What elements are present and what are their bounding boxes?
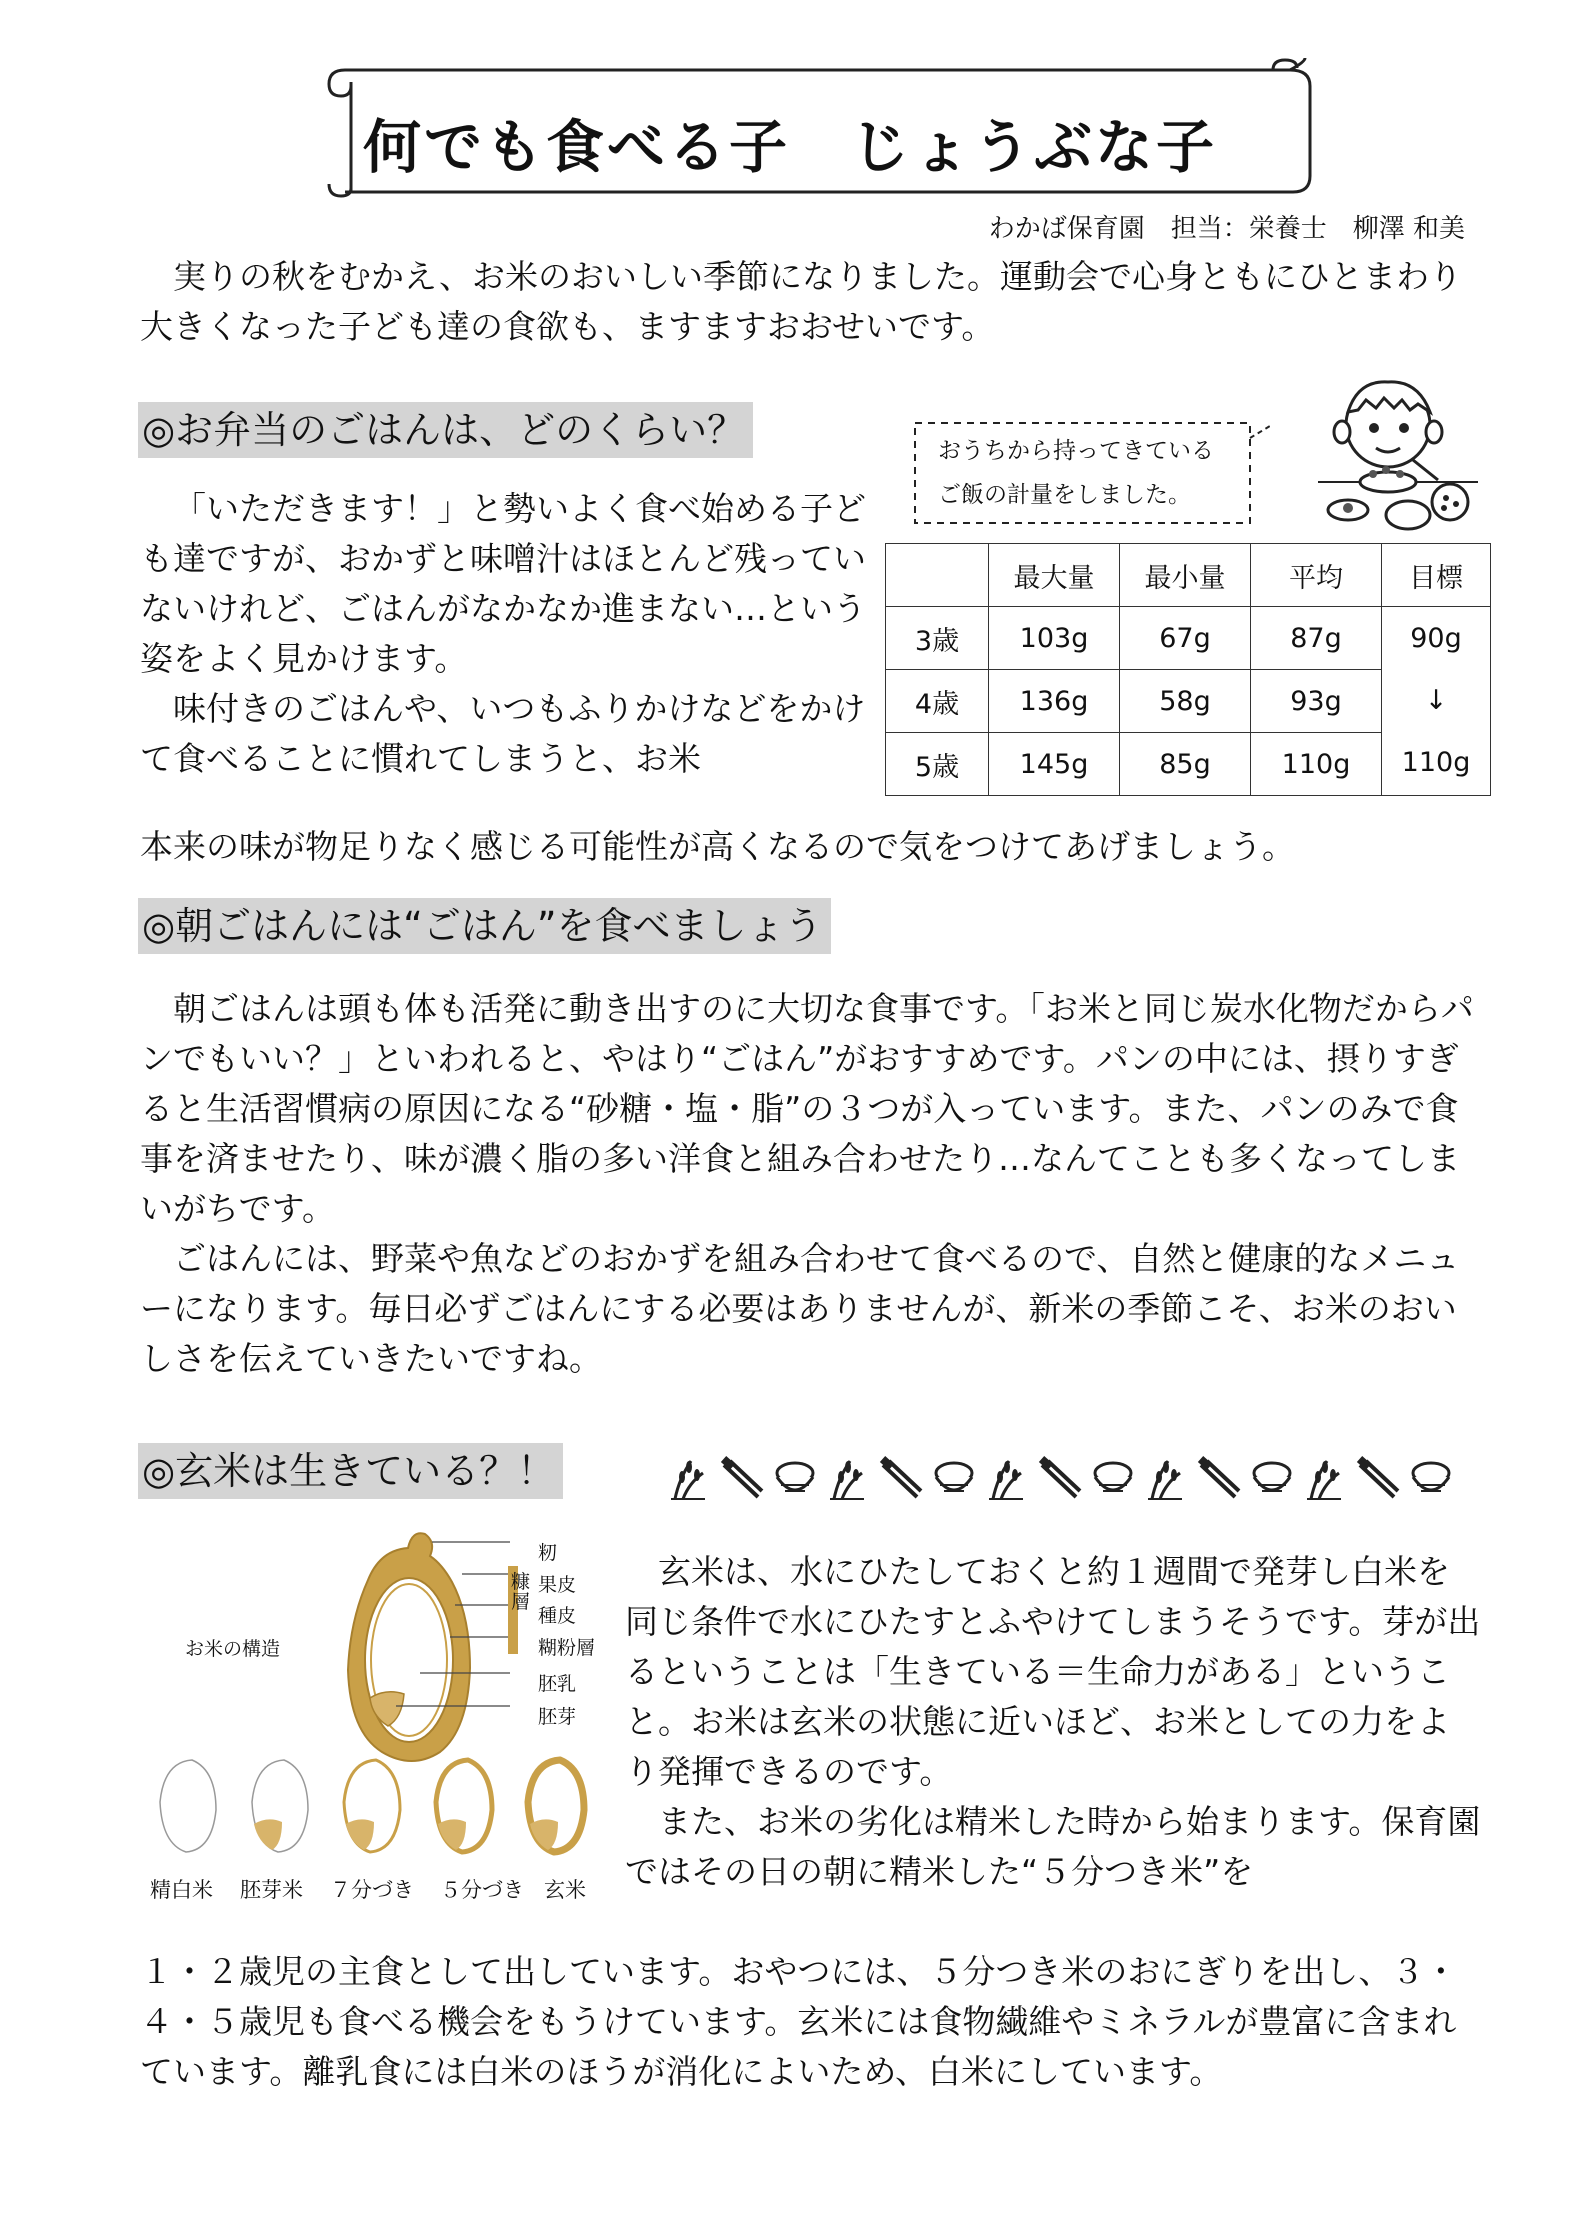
section1-paragraph-2-end: 本来の味が物足りなく感じる可能性が高くなるので気をつけてあげましょう。 [140, 827, 1295, 866]
table-header-cell: 最小量 [1120, 544, 1251, 607]
table-header-cell [886, 544, 989, 607]
layer-label-germ: 胚芽 [538, 1706, 577, 1728]
byline: わかば保育園 担当：栄養士 柳澤 和美 [988, 214, 1465, 244]
table-cell-max: 145g [989, 733, 1120, 796]
section2-body [140, 984, 1480, 1384]
section1-paragraph-1: 「いただきます！」と勢いよく食べ始める子ども達ですが、おかずと味噌汁はほとんど残っていないけれど、ごはんがなかなか進まない…という姿をよく見かけます。 [140, 489, 866, 678]
rice-bowl-icon [1254, 1463, 1290, 1491]
section3-body-right [625, 1547, 1481, 1897]
table-header-cell: 目標 [1382, 544, 1491, 607]
section3-paragraph-1: 玄米は、水にひたしておくと約１週間で発芽し白米を同じ条件で水にひたすとふやけてしまうそうです。芽が出るということは「生きている＝生命力がある」ということ。お米は玄米の状態に近いほど、お米としての力をより発揮できるのです。 [625, 1552, 1481, 1791]
chopsticks-icon [1198, 1456, 1239, 1497]
section-heading-lunch-rice: ◎お弁当のごはんは、どのくらい？ [138, 402, 753, 458]
grain-50-percent [436, 1760, 492, 1852]
rice-plant-icon [989, 1461, 1023, 1499]
section2-paragraph-2: ごはんには、野菜や魚などのおかずを組み合わせて食べるので、自然と健康的なメニューになります。毎日必ずごはんにする必要はありませんが、新米の季節こそ、お米のおいしさを伝えていきたいですね。 [140, 1239, 1460, 1378]
table-header-cell: 最大量 [989, 544, 1120, 607]
grain-caption: 玄米 [544, 1878, 586, 1902]
chopsticks-icon [880, 1456, 921, 1497]
chopsticks-icon [1039, 1456, 1080, 1497]
section-heading-breakfast: ◎朝ごはんには“ごはん”を食べましょう [138, 898, 831, 954]
grain-caption: ５分づき [440, 1878, 524, 1902]
table-cell-min: 58g [1120, 670, 1251, 733]
layer-label-husk: 籾 [538, 1542, 558, 1564]
rice-plant-icon [1148, 1461, 1182, 1499]
table-cell-age: 3歳 [886, 607, 989, 670]
decorative-icon-border [665, 1455, 1465, 1505]
grain-white-rice [160, 1760, 216, 1852]
grain-brown-rice [528, 1760, 584, 1852]
grain-caption: 胚芽米 [240, 1878, 303, 1902]
rice-plant-icon [1307, 1461, 1341, 1499]
page-title: 何でも食べる子 じょうぶな子 [362, 113, 1217, 181]
intro-paragraph: 実りの秋をむかえ、お米のおいしい季節になりました。運動会で心身ともにひとまわり大きくなった子ども達の食欲も、ますますおおせいです。 [140, 257, 1462, 346]
rice-plant-icon [830, 1461, 864, 1499]
table-cell-min: 85g [1120, 733, 1251, 796]
table-header-row [886, 544, 1491, 607]
table-cell-min: 67g [1120, 607, 1251, 670]
table-cell-avg: 110g [1251, 733, 1382, 796]
table-cell-max: 103g [989, 607, 1120, 670]
section2-paragraph-1: 朝ごはんは頭も体も活発に動き出すのに大切な食事です。「お米と同じ炭水化物だからパンでもいい？」といわれると、やはり“ごはん”がおすすめです。パンの中には、摂りすぎると生活習慣病の原因になる“砂糖・塩・脂”の３つが入っています。また、パンのみで食事を済ませたり、味が濃く脂の多い洋食と組み合わせたり…なんてことも多くなってしまいがちです。 [140, 989, 1474, 1228]
table-cell-avg: 87g [1251, 607, 1382, 670]
rice-plant-icon [671, 1461, 705, 1499]
goal-to: 110g [1401, 747, 1471, 778]
table-row [886, 607, 1491, 670]
layer-label-seed-coat: 種皮 [538, 1605, 577, 1627]
note-text-line-2: ご飯の計量をしました。 [938, 482, 1191, 508]
layer-label-pericarp: 果皮 [538, 1574, 577, 1596]
section1-paragraph-2: 味付きのごはんや、いつもふりかけなどをかけて食べることに慣れてしまうと、お米 [140, 689, 866, 778]
table-cell-max: 136g [989, 670, 1120, 733]
layer-label-aleurone: 糊粉層 [538, 1637, 596, 1659]
goal-from: 90g [1410, 623, 1462, 654]
grain-caption: 精白米 [150, 1878, 213, 1902]
layer-group-bran: 糠層 [511, 1571, 531, 1613]
section3-paragraph-2-end: １・２歳児の主食として出しています。おやつには、５分つき米のおにぎりを出し、３・４・５歳児も食べる機会をもうけています。玄米には食物繊維やミネラルが豊富に含まれています。離乳食には白米のほうが消化によいため、白米にしています。 [140, 1952, 1458, 2091]
table-cell-avg: 93g [1251, 670, 1382, 733]
chopsticks-icon [1357, 1456, 1398, 1497]
table-cell-goal [1382, 607, 1491, 796]
goal-arrow: ↓ [1424, 685, 1448, 716]
rice-bowl-icon [936, 1463, 972, 1491]
table-cell-age: 4歳 [886, 670, 989, 733]
rice-bowl-icon [1095, 1463, 1131, 1491]
note-text-line-1: おうちから持ってきている [938, 438, 1214, 464]
table-header-cell: 平均 [1251, 544, 1382, 607]
section3-paragraph-2: また、お米の劣化は精米した時から始まります。保育園ではその日の朝に精米した“５分つき米”を [625, 1802, 1481, 1891]
grain-70-percent [344, 1760, 400, 1852]
grain-caption: ７分づき [330, 1878, 414, 1902]
section1-body [140, 484, 870, 784]
rice-bowl-icon [1413, 1463, 1449, 1491]
grain-germ-rice [252, 1760, 308, 1852]
diagram-title: お米の構造 [185, 1638, 281, 1660]
chopsticks-icon [721, 1456, 762, 1497]
table-cell-age: 5歳 [886, 733, 989, 796]
layer-label-endosperm: 胚乳 [538, 1673, 577, 1695]
child-eating-illustration [1318, 370, 1478, 535]
rice-bowl-icon [777, 1463, 813, 1491]
polishing-level-grains [150, 1752, 610, 1862]
section-heading-brown-rice: ◎玄米は生きている？！ [138, 1443, 563, 1499]
rice-amount-table [885, 543, 1491, 796]
